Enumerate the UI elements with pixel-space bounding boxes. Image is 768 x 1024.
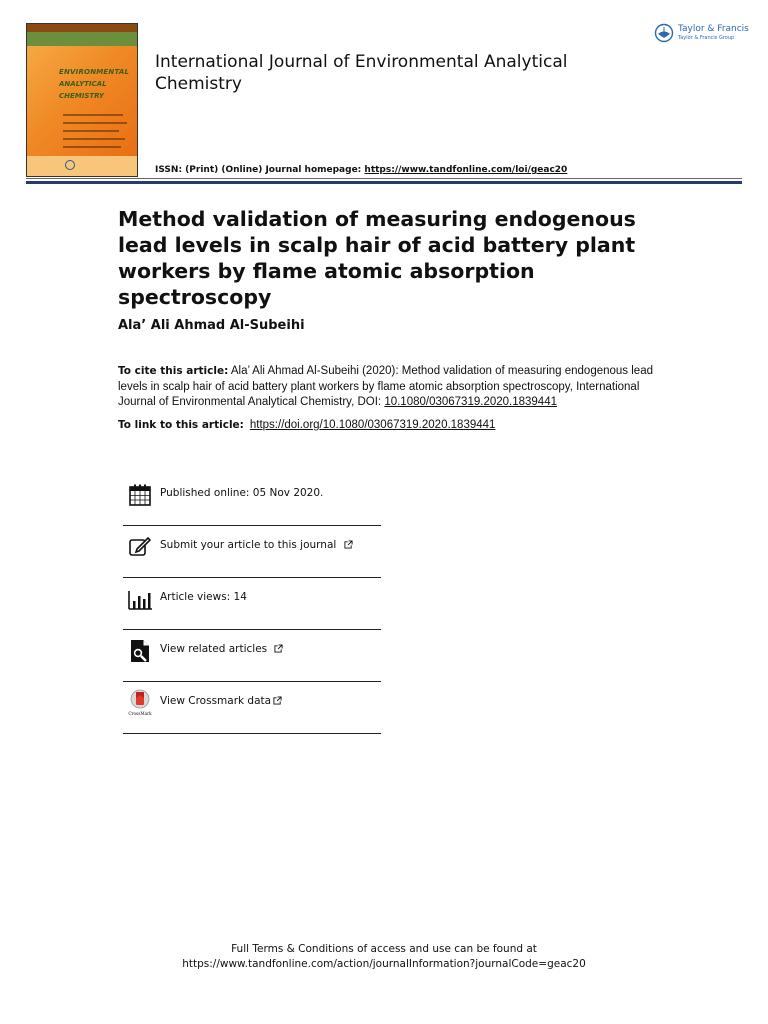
terms-footer [0, 942, 768, 972]
terms-text: Full Terms & Conditions of access and use can be found at [231, 943, 537, 955]
citation-label: To cite this article: [118, 365, 229, 377]
publisher-subtitle: Taylor & Francis Group [678, 35, 735, 41]
article-link-line [118, 419, 495, 431]
cover-green-band [27, 32, 137, 46]
submit-article-label: Submit your article to this journal [160, 539, 337, 551]
related-articles-icon [128, 639, 152, 663]
cover-title-line: CHEMISTRY [59, 92, 104, 100]
article-info-list [123, 474, 381, 734]
journal-cover-image [26, 23, 138, 177]
related-articles-link[interactable] [160, 643, 283, 655]
bar-chart-icon [128, 587, 152, 611]
external-link-icon [274, 644, 283, 653]
info-row-crossmark[interactable] [123, 682, 381, 734]
submit-article-link[interactable] [160, 539, 353, 551]
info-row-submit[interactable] [123, 526, 381, 578]
related-articles-label: View related articles [160, 643, 268, 655]
info-row-published [123, 474, 381, 526]
article-author: Ala’ Ali Ahmad Al-Subeihi [118, 318, 305, 333]
external-link-icon [273, 696, 282, 705]
cover-text-line [63, 130, 119, 132]
cover-text-line [63, 146, 121, 148]
article-title: Method validation of measuring endogenous lead levels in scalp hair of acid battery plant workers by flame atomic absorption spectroscopy [118, 207, 636, 309]
cover-text-line [63, 138, 125, 140]
info-row-related[interactable] [123, 630, 381, 682]
issn-text: ISSN: (Print) (Online) Journal homepage: [155, 165, 365, 175]
issn-line [155, 165, 567, 175]
article-link-label: To link to this article: [118, 419, 244, 431]
cover-title-line: ANALYTICAL [59, 80, 107, 88]
header-divider [26, 178, 742, 179]
citation-text: Ala’ Ali Ahmad Al-Subeihi (2020): Method validation of measuring endogenous lead levels in scalp hair of acid battery plant workers by flame atomic absorption spectroscopy, International Journal of Environmental Analytical Chemistry, DOI: [118, 365, 653, 408]
crossmark-icon [128, 689, 152, 717]
external-link-icon [344, 540, 353, 549]
publisher-name: Taylor & Francis [678, 24, 749, 34]
taylor-francis-logo-icon [654, 23, 674, 43]
crossmark-label: View Crossmark data [160, 695, 272, 707]
calendar-icon [128, 483, 152, 507]
header-divider-thick [26, 181, 742, 184]
citation-doi-link[interactable]: 10.1080/03067319.2020.1839441 [384, 396, 557, 408]
citation-block [118, 364, 678, 411]
edit-icon [128, 535, 152, 559]
cover-top-band [27, 24, 137, 32]
article-doi-url[interactable]: https://doi.org/10.1080/03067319.2020.1839441 [249, 419, 496, 431]
publisher-logo[interactable] [654, 22, 754, 48]
info-row-views [123, 578, 381, 630]
journal-title: International Journal of Environmental Analytical Chemistry [155, 52, 568, 94]
cover-text-line [63, 114, 123, 116]
cover-text-line [63, 122, 127, 124]
journal-homepage-link[interactable]: https://www.tandfonline.com/loi/geac20 [364, 165, 568, 175]
article-views: Article views: 14 [160, 591, 247, 603]
terms-url[interactable]: https://www.tandfonline.com/action/journalInformation?journalCode=geac20 [182, 958, 586, 970]
published-date: Published online: 05 Nov 2020. [160, 487, 324, 499]
crossmark-link[interactable] [160, 695, 282, 707]
cover-title-line: ENVIRONMENTAL [59, 68, 130, 76]
cover-footer-band [27, 156, 137, 176]
cover-publisher-logo [65, 160, 75, 170]
crossmark-badge-label: CrossMark [128, 711, 152, 716]
